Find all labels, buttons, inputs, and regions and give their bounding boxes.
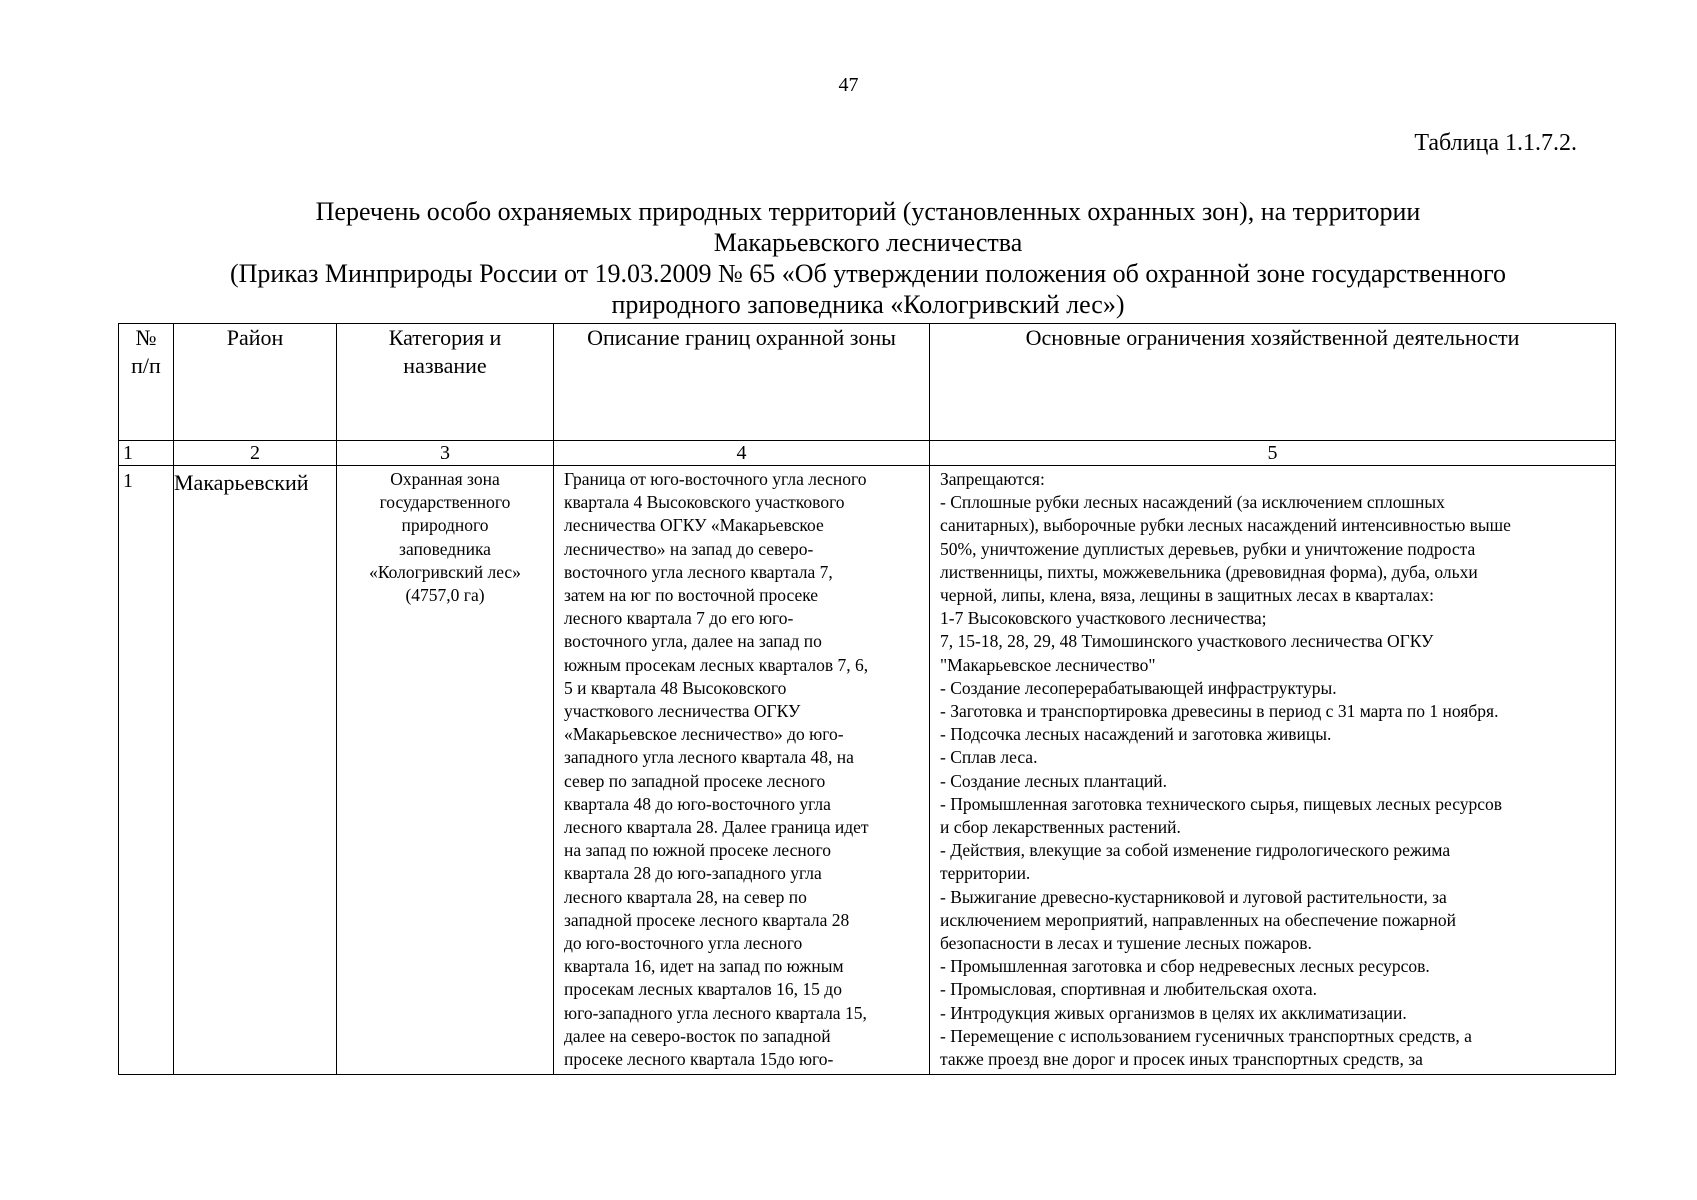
- header-text: Район: [226, 325, 284, 350]
- description-line: затем на юг по восточной просеке: [564, 585, 819, 606]
- description-line: западной просеке лесного квартала 28: [564, 909, 850, 930]
- restriction-line: - Интродукция живых организмов в целях их акклиматизации.: [940, 1002, 1407, 1023]
- header-description: [554, 324, 930, 441]
- header-text: Категория и: [388, 325, 502, 350]
- description-line: просеке лесного квартала 15до юго-: [564, 1049, 834, 1070]
- restriction-line: черной, липы, клена, вяза, лещины в защитных лесах в кварталах:: [940, 585, 1434, 606]
- title-line: природного заповедника «Кологривский лес»): [611, 290, 1125, 319]
- restriction-line: санитарных), выборочные рубки лесных насаждений интенсивностью выше: [940, 515, 1511, 536]
- restriction-line: - Перемещение с использованием гусеничных транспортных средств, а: [940, 1025, 1472, 1046]
- description-line: участкового лесничества ОГКУ: [564, 701, 801, 722]
- description-line: южным просекам лесных кварталов 7, 6,: [564, 654, 869, 675]
- title-line: (Приказ Минприроды России от 19.03.2009 № 65 «Об утверждении положения об охранной зоне государственного: [229, 259, 1506, 288]
- category-line: природного: [401, 515, 489, 536]
- document-title: [118, 196, 1618, 320]
- restriction-line: исключением мероприятий, направленных на обеспечение пожарной: [940, 909, 1457, 930]
- category-line: Охранная зона: [390, 469, 500, 489]
- restriction-line: и сбор лекарственных растений.: [940, 817, 1181, 838]
- restrictions-cell: [930, 466, 1616, 1075]
- column-number: 2: [174, 441, 337, 466]
- description-line: до юго-восточного угла лесного: [564, 933, 803, 954]
- restriction-line: - Подсочка лесных насаждений и заготовка живицы.: [940, 724, 1332, 745]
- description-line: лесного квартала 7 до его юго-: [564, 608, 794, 629]
- header-district: [174, 324, 337, 441]
- description-line: восточного угла, далее на запад по: [564, 631, 822, 652]
- row-number: 1: [119, 466, 174, 1075]
- description-line: квартала 4 Высоковского участкового: [564, 492, 845, 513]
- description-line: Граница от юго-восточного угла лесного: [564, 469, 867, 489]
- restriction-line: 50%, уничтожение дуплистых деревьев, рубки и уничтожение подроста: [940, 538, 1476, 559]
- header-category: [337, 324, 554, 441]
- description-cell: [554, 466, 930, 1075]
- description-line: западного угла лесного квартала 48, на: [564, 747, 854, 768]
- restriction-line: безопасности в лесах и тушение лесных пожаров.: [940, 933, 1312, 954]
- category-cell: [337, 466, 554, 1075]
- restriction-line: Запрещаются:: [940, 469, 1045, 489]
- restriction-line: - Промышленная заготовка технического сырья, пищевых лесных ресурсов: [940, 793, 1503, 814]
- restriction-line: - Создание лесных плантаций.: [940, 770, 1168, 791]
- title-line: Перечень особо охраняемых природных территорий (установленных охранных зон), на территории: [315, 197, 1421, 226]
- restriction-line: - Действия, влекущие за собой изменение гидрологического режима: [940, 840, 1451, 861]
- restriction-line: "Макарьевское лесничество": [940, 654, 1156, 675]
- description-line: далее на северо-восток по западной: [564, 1025, 831, 1046]
- table-row: [119, 466, 1616, 1075]
- category-line: «Кологривский лес»: [369, 561, 521, 582]
- description-line: 5 и квартала 48 Высоковского: [564, 677, 787, 698]
- restriction-line: - Промысловая, спортивная и любительская охота.: [940, 979, 1317, 1000]
- restriction-line: - Заготовка и транспортировка древесины в период с 31 марта по 1 ноября.: [940, 701, 1499, 722]
- header-restrictions: [930, 324, 1616, 441]
- page-number: 47: [838, 74, 859, 96]
- column-number: 5: [930, 441, 1616, 466]
- restriction-line: также проезд вне дорог и просек иных транспортных средств, за: [940, 1049, 1423, 1070]
- table-label: Таблица 1.1.7.2.: [1414, 130, 1577, 156]
- description-line: север по западной просеке лесного: [564, 770, 826, 791]
- header-text: п/п: [131, 353, 161, 378]
- description-line: квартала 48 до юго-восточного угла: [564, 793, 831, 814]
- header-text: Описание границ охранной зоны: [587, 325, 896, 350]
- restriction-line: - Создание лесоперерабатывающей инфраструктуры.: [940, 677, 1337, 698]
- column-number: 1: [119, 441, 174, 466]
- description-line: лесничества ОГКУ «Макарьевское: [564, 515, 824, 536]
- restriction-line: 1-7 Высоковского участкового лесничества;: [940, 608, 1267, 629]
- column-number: 3: [337, 441, 554, 466]
- header-text: название: [403, 353, 487, 378]
- description-line: квартала 16, идет на запад по южным: [564, 956, 844, 977]
- description-line: квартала 28 до юго-западного угла: [564, 863, 822, 884]
- header-number: [119, 324, 174, 441]
- description-line: «Макарьевское лесничество» до юго-: [564, 724, 844, 745]
- description-line: просекам лесных кварталов 16, 15 до: [564, 979, 842, 1000]
- description-line: на запад по южной просеке лесного: [564, 840, 832, 861]
- description-line: лесного квартала 28, на север по: [564, 886, 807, 907]
- column-number-row: [119, 441, 1616, 466]
- description-line: юго-западного угла лесного квартала 15,: [564, 1002, 867, 1023]
- category-line: заповедника: [399, 538, 491, 559]
- column-number: 4: [554, 441, 930, 466]
- restriction-line: - Промышленная заготовка и сбор недревесных лесных ресурсов.: [940, 956, 1430, 977]
- description-line: восточного угла лесного квартала 7,: [564, 561, 833, 582]
- title-line: Макарьевского лесничества: [713, 228, 1023, 257]
- header-text: №: [135, 325, 157, 350]
- description-line: лесничество» на запад до северо-: [564, 538, 814, 559]
- category-line: (4757,0 га): [405, 585, 485, 606]
- restriction-line: территории.: [940, 863, 1031, 884]
- district-cell: Макарьевский: [174, 466, 337, 1075]
- header-text: Основные ограничения хозяйственной деятельности: [1025, 325, 1520, 350]
- restriction-line: 7, 15-18, 28, 29, 48 Тимошинского участкового лесничества ОГКУ: [940, 631, 1434, 652]
- protected-areas-table: [118, 323, 1616, 1075]
- description-line: лесного квартала 28. Далее граница идет: [564, 817, 869, 838]
- restriction-line: - Сплав леса.: [940, 747, 1038, 768]
- header-row: [119, 324, 1616, 441]
- restriction-line: - Выжигание древесно-кустарниковой и луговой растительности, за: [940, 886, 1447, 907]
- restriction-line: лиственницы, пихты, можжевельника (древовидная форма), дуба, ольхи: [940, 561, 1478, 582]
- category-line: государственного: [379, 492, 511, 513]
- restriction-line: - Сплошные рубки лесных насаждений (за исключением сплошных: [940, 492, 1445, 513]
